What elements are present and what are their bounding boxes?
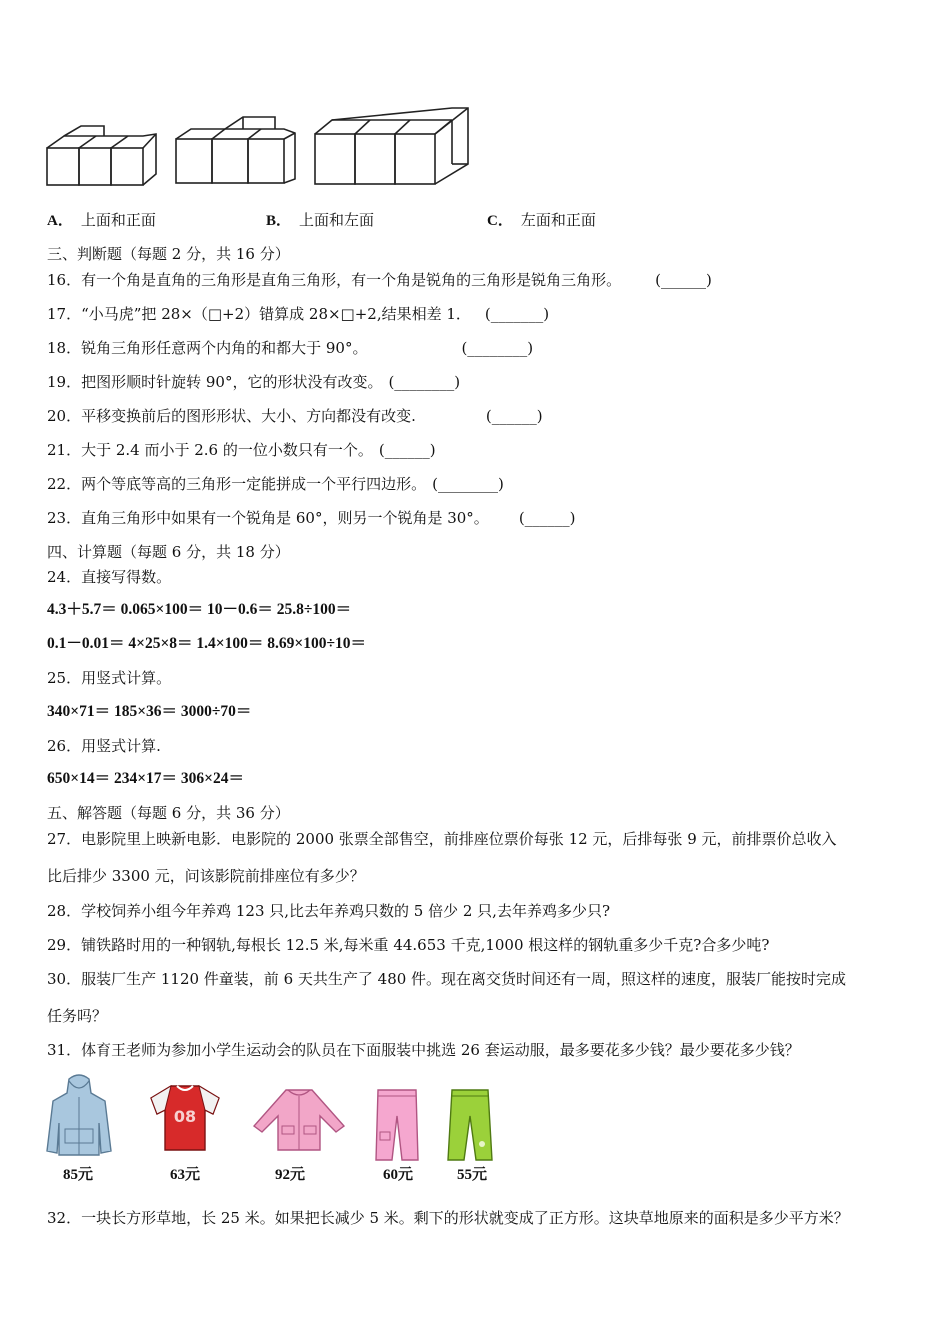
answer-blank[interactable]: (_______)	[484, 305, 550, 323]
question-29: 29．铺铁路时用的一种钢轨,每根长 12.5 米,每米重 44.653 千克,1000 根这样的钢轨重多少千克?合多少吨?	[47, 936, 770, 954]
answer-blank[interactable]: (______)	[655, 271, 712, 289]
question-27-line-1: 27．电影院里上映新电影．电影院的 2000 张票全部售空，前排座位票价每张 12 元，后排每张 9 元，前排票价总收入	[47, 830, 837, 848]
q24-row-2: 0.1－0.01＝ 4×25×8＝ 1.4×100＝ 8.69×100÷10＝	[47, 635, 366, 652]
question-19: 19．把图形顺时针旋转 90°，它的形状没有改变。 (________)	[47, 373, 461, 391]
tshirt-image	[147, 1082, 223, 1152]
green-pants-image	[444, 1086, 496, 1162]
question-16: 16．有一个角是直角的三角形是直角三角形，有一个角是锐角的三角形是锐角三角形。 (______)	[47, 271, 712, 289]
answer-blank[interactable]: (______)	[518, 509, 576, 527]
answer-blank[interactable]: (________)	[432, 475, 504, 493]
q26-row: 650×14＝ 234×17＝ 306×24＝	[47, 770, 244, 787]
pink-pants-image	[372, 1086, 422, 1162]
option-b: B． 上面和左面	[266, 211, 375, 229]
answer-blank[interactable]: (________)	[388, 373, 461, 391]
price-green-pants: 55元	[457, 1167, 488, 1183]
question-24: 24．直接写得数。	[47, 568, 172, 586]
cube-figure-a	[44, 122, 160, 188]
question-30-line-1: 30．服装厂生产 1120 件童装，前 6 天共生产了 480 件。现在离交货时间还有一周，照这样的速度，服装厂能按时完成	[47, 970, 847, 988]
jacket-image	[250, 1086, 348, 1152]
section-calc-heading: 四、计算题（每题 6 分，共 18 分）	[47, 543, 290, 561]
answer-blank[interactable]: (______)	[378, 441, 436, 459]
price-tshirt: 63元	[170, 1167, 201, 1183]
question-22: 22．两个等底等高的三角形一定能拼成一个平行四边形。 (________)	[47, 475, 504, 493]
price-hoodie: 85元	[63, 1167, 94, 1183]
price-jacket: 92元	[275, 1167, 306, 1183]
svg-text:08: 08	[173, 1107, 197, 1126]
section-judgement-heading: 三、判断题（每题 2 分，共 16 分）	[47, 245, 290, 263]
answer-blank[interactable]: (______)	[485, 407, 543, 425]
option-c: C． 左面和正面	[487, 211, 596, 229]
price-pink-pants: 60元	[383, 1167, 414, 1183]
question-18: 18．锐角三角形任意两个内角的和都大于 90°。 (________)	[47, 339, 534, 357]
q25-row: 340×71＝ 185×36＝ 3000÷70＝	[47, 703, 252, 720]
question-23: 23．直角三角形中如果有一个锐角是 60°，则另一个锐角是 30°。 (______)	[47, 509, 576, 527]
cube-figure-b	[173, 115, 298, 187]
question-28: 28．学校饲养小组今年养鸡 123 只,比去年养鸡只数的 5 倍少 2 只,去年养鸡多少只?	[47, 902, 610, 920]
question-17: 17．“小马虎”把 28×（□+2）错算成 28×□+2,结果相差 1． (_______)	[47, 305, 550, 323]
section-answer-heading: 五、解答题（每题 6 分，共 36 分）	[47, 804, 290, 822]
question-26: 26．用竖式计算.	[47, 737, 161, 755]
option-a: A． 上面和正面	[47, 211, 156, 229]
q24-row-1: 4.3＋5.7＝ 0.065×100＝ 10－0.6＝ 25.8÷100＝	[47, 601, 352, 618]
question-27-line-2: 比后排少 3300 元，问该影院前排座位有多少？	[47, 867, 365, 885]
question-20: 20．平移变换前后的图形形状、大小、方向都没有改变. (______)	[47, 407, 543, 425]
question-25: 25．用竖式计算。	[47, 669, 172, 687]
question-21: 21．大于 2.4 而小于 2.6 的一位小数只有一个。 (______)	[47, 441, 436, 459]
question-30-line-2: 任务吗？	[47, 1007, 108, 1025]
question-31: 31．体育王老师为参加小学生运动会的队员在下面服装中挑选 26 套运动服，最多要花多少钱？最少要花多少钱？	[47, 1041, 800, 1059]
cube-figure-c	[312, 104, 472, 188]
answer-blank[interactable]: (________)	[461, 339, 534, 357]
question-32: 32．一块长方形草地，长 25 米。如果把长减少 5 米。剩下的形状就变成了正方形。这块草地原来的面积是多少平方米？	[47, 1209, 849, 1227]
hoodie-image	[45, 1073, 113, 1159]
